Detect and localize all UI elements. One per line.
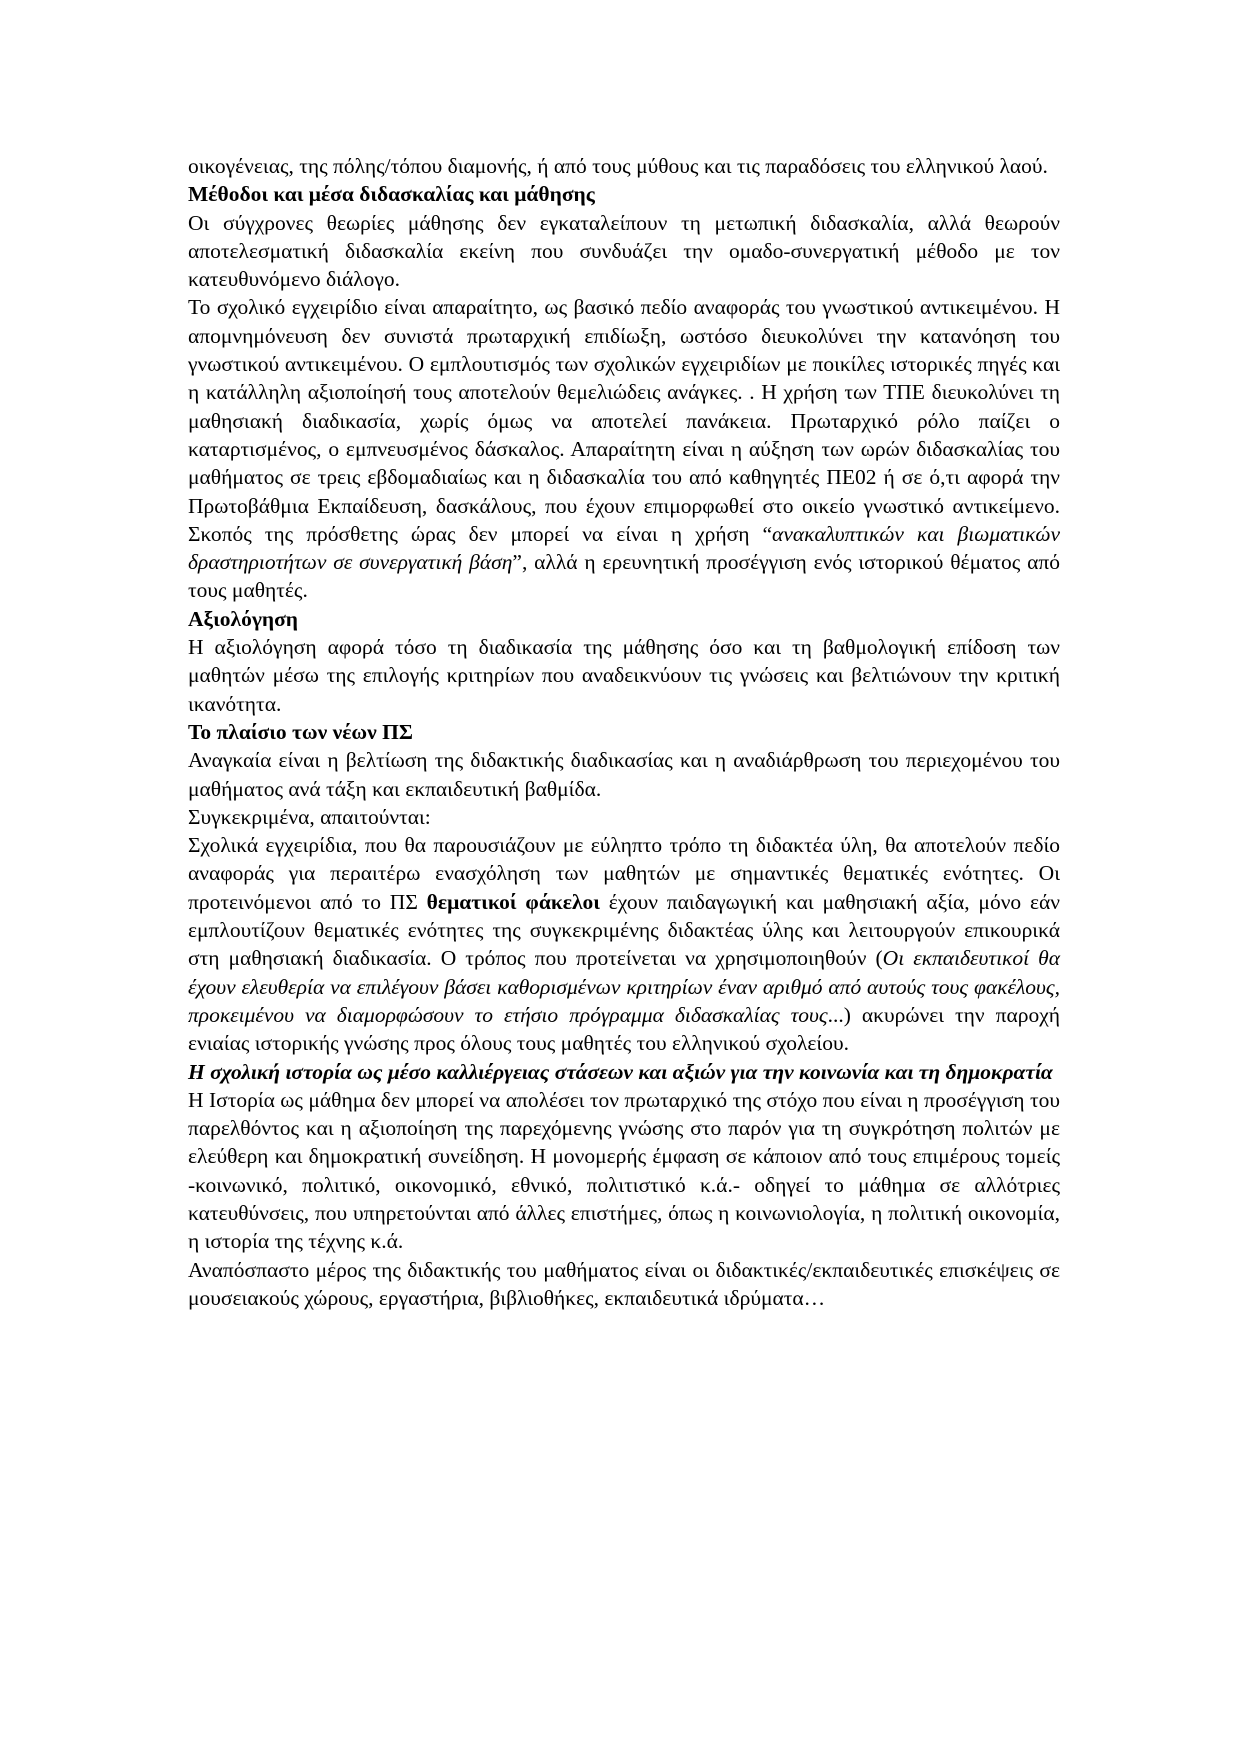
document-page xyxy=(188,152,1060,1312)
paragraph-textbooks-folders xyxy=(188,831,1060,1057)
paragraph-folders-quote: Οι εκπαιδευτικοί θα έχουν ελευθερία να επιλέγουν βάσει καθορισμένων κριτηρίων έναν αριθμό από αυτούς τους φακέλους, προκειμένου να διαμορφώσουν το ετήσιο πρόγραμμα διδασκαλίας τους xyxy=(188,946,1061,1027)
paragraph-history-goal-text: Η Ιστορία ως μάθημα δεν μπορεί να απολέσει τον πρωταρχικό της στόχο που είναι η προσέγγιση του παρελθόντος και η αξιοποίηση της παρεχόμενης γνώσης στο παρόν για τη συγκρότηση πολιτών με ελεύθερη και δημοκρατική συνείδηση. Η μονομερής έμφαση σε κάποιον από τους επιμέρους τομείς -κοινωνικό, πολιτικό, οικονομικό, εθνικό, πολιτιστικό κ.ά.- οδηγεί το μάθημα σε αλλότριες κατευθύνσεις, που υπηρετούνται από άλλες επιστήμες, όπως η κοινωνιολογία, η πολιτική οικονομία, η ιστορία της τέχνης κ.ά. xyxy=(188,1087,1060,1254)
paragraph-intro-text: οικογένειας, της πόλης/τόπου διαμονής, ή από τους μύθους και τις παραδόσεις του ελληνικού λαού. xyxy=(188,154,1048,178)
paragraph-folders-text-end: ...) ακυρώνει την παροχή ενιαίας ιστορικής γνώσης προς όλους τους μαθητές του ελληνικού σχολείου. xyxy=(188,1002,1060,1056)
paragraph-improvement-text: Αναγκαία είναι η βελτίωση της διδακτικής διαδικασίας και η αναδιάρθρωση του περιεχομένου του μαθήματος ανά τάξη και εκπαιδευτική βαθμίδα. xyxy=(188,748,1060,801)
heading-methods: Μέθοδοι και μέσα διδασκαλίας και μάθησης xyxy=(188,182,595,207)
paragraph-evaluation-text: Η αξιολόγηση αφορά τόσο τη διαδικασία της μάθησης όσο και τη βαθμολογική επίδοση των μαθητών μέσω της επιλογής κριτηρίων που αναδεικνύουν τις γνώσεις και βελτιώνουν την κριτική ικανότητα. xyxy=(188,635,1060,716)
paragraph-theories-text: Οι σύγχρονες θεωρίες μάθησης δεν εγκαταλείπουν τη μετωπική διδασκαλία, αλλά θεωρούν αποτελεσματική διδασκαλία εκείνη που συνδυάζει την ομαδο-συνεργατική μέθοδο με τον κατευθυνόμενο διάλογο. xyxy=(188,210,1060,292)
paragraph-evaluation xyxy=(188,633,1060,718)
paragraph-textbook xyxy=(188,293,1060,604)
paragraph-folders-text: Σχολικά εγχειρίδια, που θα παρουσιάζουν με εύληπτο τρόπο τη διδακτέα ύλη, θα αποτελούν πεδίο αναφοράς για περαιτέρω ενασχόληση των μαθητών με σημαντικές θεματικές ενότητες. Οι προτεινόμενοι από το ΠΣ xyxy=(188,833,1060,914)
paragraph-history-goal xyxy=(188,1086,1060,1256)
paragraph-specifically-text: Συγκεκριμένα, απαιτούνται: xyxy=(188,804,431,829)
paragraph-visits xyxy=(188,1256,1060,1313)
paragraph-intro xyxy=(188,152,1060,180)
paragraph-theories xyxy=(188,209,1060,294)
heading-evaluation: Αξιολόγηση xyxy=(188,606,299,631)
paragraph-improvement xyxy=(188,746,1060,803)
paragraph-folders-text-mid: έχουν παιδαγωγική και μαθησιακή αξία, μόνο εάν εμπλουτίζουν θεματικές ενότητες της συγκεκριμένης διδακτέας ύλης και λειτουργούν επικουρικά στη μαθησιακή διαδικασία. Ο τρόπος που προτείνεται να χρησιμοποιηθούν ( xyxy=(188,889,1060,971)
paragraph-textbook-quote: ανακαλυπτικών και βιωματικών δραστηριοτήτων σε συνεργατική βάση xyxy=(188,521,1060,575)
paragraph-textbook-text-end: ”, αλλά η ερευνητική προσέγγιση ενός ιστορικού θέματος από τους μαθητές. xyxy=(188,550,1060,603)
heading-framework: Το πλαίσιο των νέων ΠΣ xyxy=(188,719,413,744)
paragraph-folders-bold: θεματικοί φάκελοι xyxy=(426,889,600,914)
heading-school-history: Η σχολική ιστορία ως μέσο καλλιέργειας στάσεων και αξιών για την κοινωνία και τη δημοκρατία xyxy=(188,1059,1053,1084)
paragraph-textbook-text: Το σχολικό εγχειρίδιο είναι απαραίτητο, ως βασικό πεδίο αναφοράς του γνωστικού αντικειμένου. Η απομνημόνευση δεν συνιστά πρωταρχική επιδίωξη, ωστόσο διευκολύνει την κατανόηση του γνωστικού αντικειμένου. Ο εμπλουτισμός των σχολικών εγχειριδίων με ποικίλες ιστορικές πηγές και η κατάλληλη αξιοποίησή τους αποτελούν θεμελιώδεις ανάγκες. . Η χρήση των ΤΠΕ διευκολύνει τη μαθησιακή διαδικασία, χωρίς όμως να αποτελεί πανάκεια. Πρωταρχικό ρόλο παίζει ο καταρτισμένος, ο εμπνευσμένος δάσκαλος. Απαραίτητη είναι η αύξηση των ωρών διδασκαλίας του μαθήματος σε τρεις εβδομαδιαίως και η διδασκαλία του από καθηγητές ΠΕ02 ή σε ό,τι αφορά την Πρωτοβάθμια Εκπαίδευση, δασκάλους, που έχουν επιμορφωθεί στο οικείο γνωστικό αντικείμενο. Σκοπός της πρόσθετης ώρας δεν μπορεί να είναι η χρήση “ xyxy=(188,295,1060,546)
paragraph-visits-text: Αναπόσπαστο μέρος της διδακτικής του μαθήματος είναι οι διδακτικές/εκπαιδευτικές επισκέψεις σε μουσειακούς χώρους, εργαστήρια, βιβλιοθήκες, εκπαιδευτικά ιδρύματα… xyxy=(188,1257,1060,1310)
paragraph-specifically xyxy=(188,803,1060,831)
